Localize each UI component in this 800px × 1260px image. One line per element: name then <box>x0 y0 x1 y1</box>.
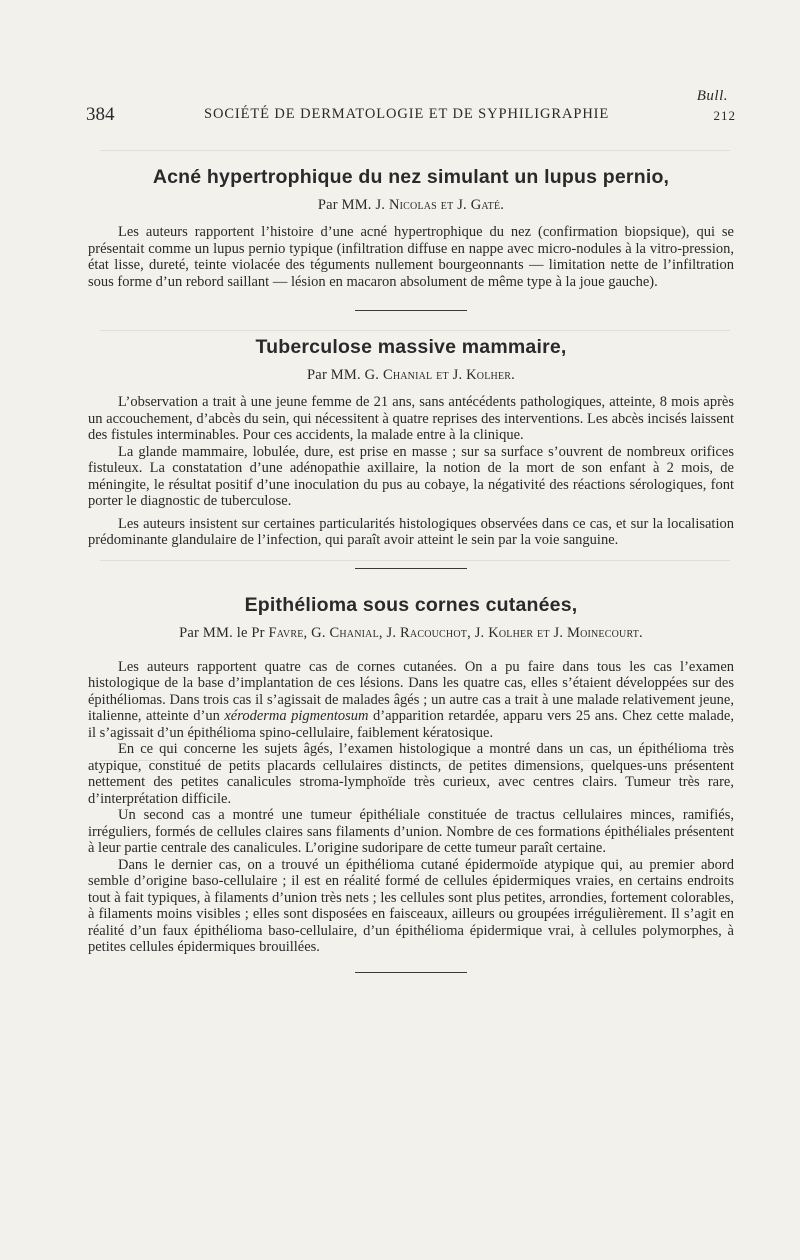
article-paragraph: Un second cas a montré une tumeur épithéliale constituée de tractus cellulaires minces, ramifiés, irréguliers, formés de cellules claires sans filaments d’union. Nombre de ces formations épithéliales présentent à leur partie centrale des canalicules. L’origine sudoripare de cette tumeur paraît certaine. <box>88 807 734 856</box>
section-divider <box>355 310 467 311</box>
show-through-line <box>100 150 730 151</box>
section-divider <box>355 568 467 569</box>
article-authors <box>88 625 734 642</box>
paragraph-text: Les auteurs rapportent quatre cas de cornes cutanées. On a pu faire dans tous les cas l’examen histologique de la base d’implantation de ces lésions. Dans les quatre cas, elles s’étaient développées sur des épithéliomas. Dans trois cas il s’agissait de malades âgés ; un autre cas a trait à une malade relativement jeune, italienne, atteinte d’un <box>88 658 734 724</box>
corner-annotation: Bull. <box>696 88 728 104</box>
authors-prefix: Par MM. le Pr <box>179 624 265 641</box>
article-paragraph: La glande mammaire, lobulée, dure, est prise en masse ; sur sa surface s’ouvrent de nombreux orifices fistuleux. La constatation d’une adénopathie axillaire, la notion de la mort de son enfant à 2 mois, de méningite, le résultat positif d’une inoculation du pus au cobaye, la négativité des réactions sérologiques, font porter le diagnostic de tuberculose. <box>88 443 734 509</box>
article-paragraph: En ce qui concerne les sujets âgés, l’examen histologique a montré dans un cas, un épithélioma très atypique, constitué de petits placards cellulaires distincts, de petites dimensions, quelques-uns présentent nettement des petites canalicules stroma-lymphoïde très curieux, avec centres clairs. Tumeur très rare, d’interprétation difficile. <box>88 741 734 807</box>
section-divider <box>355 972 467 973</box>
authors-names: Favre, G. Chanial, J. Racouchot, J. Kolher et J. Moinecourt. <box>268 624 643 641</box>
article-paragraph: Dans le dernier cas, on a trouvé un épithélioma cutané épidermoïde atypique qui, au premier abord semble d’origine baso-cellulaire ; il est en réalité formé de cellules épidermiques vraies, en certains endroits tout à fait typiques, à filaments d’union très nets ; les cellules sont plus petites, arrondies, fortement colorables, à filaments moins visibles ; elles sont disposées en faisceaux, ailleurs ou groupées irrégulièrement. Il s’agit en réalité d’un faux épithélioma baso-cellulaire, d’un épithélioma épidermique vrai, à cellules polymorphes, à petites cellules épidermiques brouillées. <box>88 856 734 955</box>
page-number: 384 <box>86 104 115 125</box>
authors-names: G. Chanial et J. Kolher. <box>364 367 515 383</box>
article-title: Epithélioma sous cornes cutanées, <box>244 593 578 616</box>
authors-names: J. Nicolas et J. Gaté. <box>375 197 505 213</box>
italic-term: xéroderma pigmentosum <box>224 708 369 724</box>
article-paragraph: Les auteurs rapportent l’histoire d’une acné hypertrophique du nez (confirmation biopsique), qui se présentait comme un lupus pernio typique (infiltration diffuse en nappe avec micro-nodules à la vitro-pression, état lisse, dureté, teinte violacée des téguments nullement bourgeonnants — limitation nette de l’infiltration sous forme d’un rebord saillant — lésion en macaron absolument de même type à la joue gauche). <box>88 224 734 290</box>
authors-prefix: Par MM. <box>307 367 361 383</box>
article-paragraph <box>88 659 734 742</box>
journal-title: SOCIÉTÉ DE DERMATOLOGIE ET DE SYPHILIGRAPHIE <box>204 106 610 122</box>
article-paragraph: L’observation a trait à une jeune femme de 21 ans, sans antécédents pathologiques, atteinte, 8 mois après un accouchement, d’abcès du sein, qui nécessitent à quatre reprises des interventions. Les abcès incisés laissent des fistules interminables. Pour ces accidents, la malade entre à la clinique. <box>88 394 734 443</box>
running-header <box>86 104 736 126</box>
folio-number: 212 <box>713 108 736 123</box>
article-title: Acné hypertrophique du nez simulant un lupus pernio, <box>152 166 670 188</box>
article-title: Tuberculose massive mammaire, <box>255 336 567 358</box>
article-acne <box>88 166 734 311</box>
article-tuberculose <box>88 336 734 569</box>
article-authors <box>88 367 734 384</box>
article-epithelioma <box>88 594 734 973</box>
article-paragraph: Les auteurs insistent sur certaines particularités histologiques observées dans ce cas, et sur la localisation prédominante glandulaire de l’infection, qui paraît avoir atteint le sein par la voie sanguine. <box>88 515 734 548</box>
article-authors <box>88 197 734 214</box>
authors-prefix: Par MM. <box>317 197 372 213</box>
page-content <box>88 166 734 973</box>
paragraph-text: d’apparition retardée, apparu vers 25 ans. Chez cette malade, il s’agissait d’un épithélioma spino-cellulaire, faiblement kératosique. <box>88 708 734 741</box>
